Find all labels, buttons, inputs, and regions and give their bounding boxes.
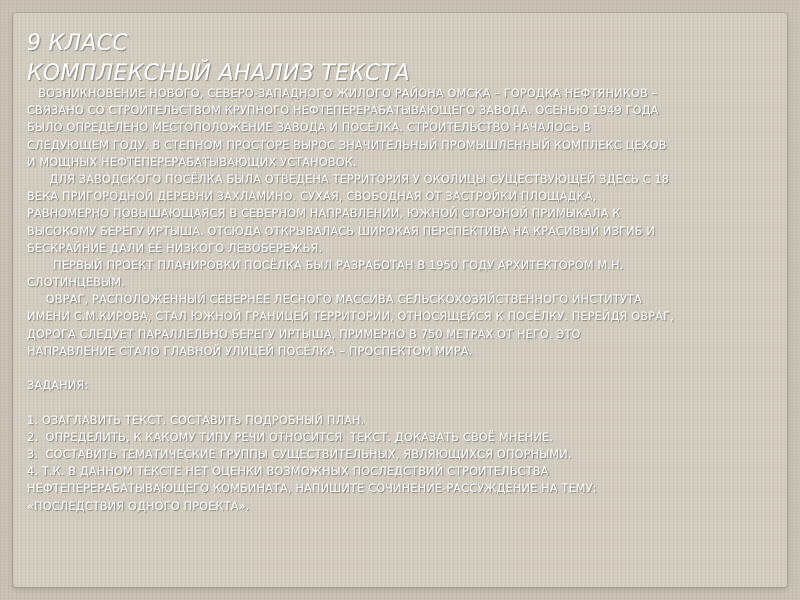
text-line: ОВРАГ, РАСПОЛОЖЕННЫЙ СЕВЕРНЕЕ ЛЕСНОГО МАССИВА СЕЛЬСКОХОЗЯЙСТВЕННОГО ИНСТИТУТА [27, 293, 642, 307]
text-line: СЛЕДУЮЩЕМ ГОДУ. В СТЕПНОМ ПРОСТОРЕ ВЫРОС ЗНАЧИТЕЛЬНЫЙ ПРОМЫШЛЕННЫЙ КОМПЛЕКС ЦЕХОВ [27, 138, 667, 152]
spacer [27, 360, 779, 377]
text-line: ДОРОГА СЛЕДУЕТ ПАРАЛЛЕЛЬНО БЕРЕГУ ИРТЫША, ПРИМЕРНО В 750 МЕТРАХ ОТ НЕГО. ЭТО [27, 327, 581, 341]
task-item: 4. Т.К. В ДАННОМ ТЕКСТЕ НЕТ ОЦЕНКИ ВОЗМОЖНЫХ ПОСЛЕДСТВИЙ СТРОИТЕЛЬСТВА [27, 465, 549, 479]
text-line: ВЕКА ПРИГОРОДНОЙ ДЕРЕВНИ ЗАХЛАМИНО. СУХАЯ, СВОБОДНАЯ ОТ ЗАСТРОЙКИ ПЛОЩАДКА, [27, 190, 597, 204]
title-grade: 9 КЛАСС [27, 31, 129, 56]
slide-body [27, 85, 779, 515]
spacer [27, 394, 779, 411]
task-item: 2. ОПРЕДЕЛИТЬ, К КАКОМУ ТИПУ РЕЧИ ОТНОСИТСЯ ТЕКСТ. ДОКАЗАТЬ СВОЁ МНЕНИЕ. [27, 430, 554, 444]
text-line: НАПРАВЛЕНИЕ СТАЛО ГЛАВНОЙ УЛИЦЕЙ ПОСЁЛКА – ПРОСПЕКТОМ МИРА. [27, 344, 473, 358]
text-line: БЕСКРАЙНИЕ ДАЛИ ЕЁ НИЗКОГО ЛЕВОБЕРЕЖЬЯ. [27, 241, 323, 255]
text-line: СВЯЗАНО СО СТРОИТЕЛЬСТВОМ КРУПНОГО НЕФТЕПЕРЕРАБАТЫВАЮЩЕГО ЗАВОДА. ОСЕНЬЮ 1949 ГОДА [27, 104, 659, 118]
slide-title [27, 29, 767, 89]
text-line: РАВНОМЕРНО ПОВЫШАЮЩАЯСЯ В СЕВЕРНОМ НАПРАВЛЕНИИ, ЮЖНОЙ СТОРОНОЙ ПРИМЫКАЛА К [27, 207, 621, 221]
text-line: ВОЗНИКНОВЕНИЕ НОВОГО, СЕВЕРО-ЗАПАДНОГО ЖИЛОГО РАЙОНА ОМСКА – ГОРОДКА НЕФТЯНИКОВ – [27, 87, 658, 100]
task-item: 1. ОЗАГЛАВИТЬ ТЕКСТ. СОСТАВИТЬ ПОДРОБНЫЙ ПЛАН. [27, 413, 365, 427]
text-line: БЫЛО ОПРЕДЕЛЕНО МЕСТОПОЛОЖЕНИЕ ЗАВОДА И ПОСЁЛКА. СТРОИТЕЛЬСТВО НАЧАЛОСЬ В [27, 121, 591, 135]
text-line: СЛОТИНЦЕВЫМ. [27, 276, 125, 290]
text-line: ВЫСОКОМУ БЕРЕГУ ИРТЫША. ОТСЮДА ОТКРЫВАЛАСЬ ШИРОКАЯ ПЕРСПЕКТИВА НА КРАСИВЫЙ ИЗГИБ И [27, 224, 655, 238]
title-topic: КОМПЛЕКСНЫЙ АНАЛИЗ ТЕКСТА [27, 61, 410, 86]
task-item: НЕФТЕПЕРЕРАБАТЫВАЮЩЕГО КОМБИНАТА, НАПИШИТЕ СОЧИНЕНИЕ-РАССУЖДЕНИЕ НА ТЕМУ: [27, 482, 597, 496]
task-item: 3. СОСТАВИТЬ ТЕМАТИЧЕСКИЕ ГРУППЫ СУЩЕСТВИТЕЛЬНЫХ, ЯВЛЯЮЩИХСЯ ОПОРНЫМИ. [27, 447, 572, 461]
text-line: ИМЕНИ С.М.КИРОВА, СТАЛ ЮЖНОЙ ГРАНИЦЕЙ ТЕРРИТОРИИ, ОТНОСЯЩЕЙСЯ К ПОСЁЛКУ. ПЕРЕЙДЯ ОВРАГ, [27, 310, 674, 324]
task-item: «ПОСЛЕДСТВИЯ ОДНОГО ПРОЕКТА». [27, 499, 250, 513]
tasks-heading: ЗАДАНИЯ: [27, 379, 89, 393]
text-line: ДЛЯ ЗАВОДСКОГО ПОСЁЛКА БЫЛА ОТВЕДЕНА ТЕРРИТОРИЯ У ОКОЛИЦЫ СУЩЕСТВУЮЩЕЙ ЗДЕСЬ С 18 [27, 172, 670, 186]
text-line: И МОЩНЫХ НЕФТЕПЕРЕРАБАТЫВАЮЩИХ УСТАНОВОК. [27, 155, 357, 169]
text-line: ПЕРВЫЙ ПРОЕКТ ПЛАНИРОВКИ ПОСЁЛКА БЫЛ РАЗРАБОТАН В 1950 ГОДУ АРХИТЕКТОРОМ М.Н. [27, 258, 624, 272]
